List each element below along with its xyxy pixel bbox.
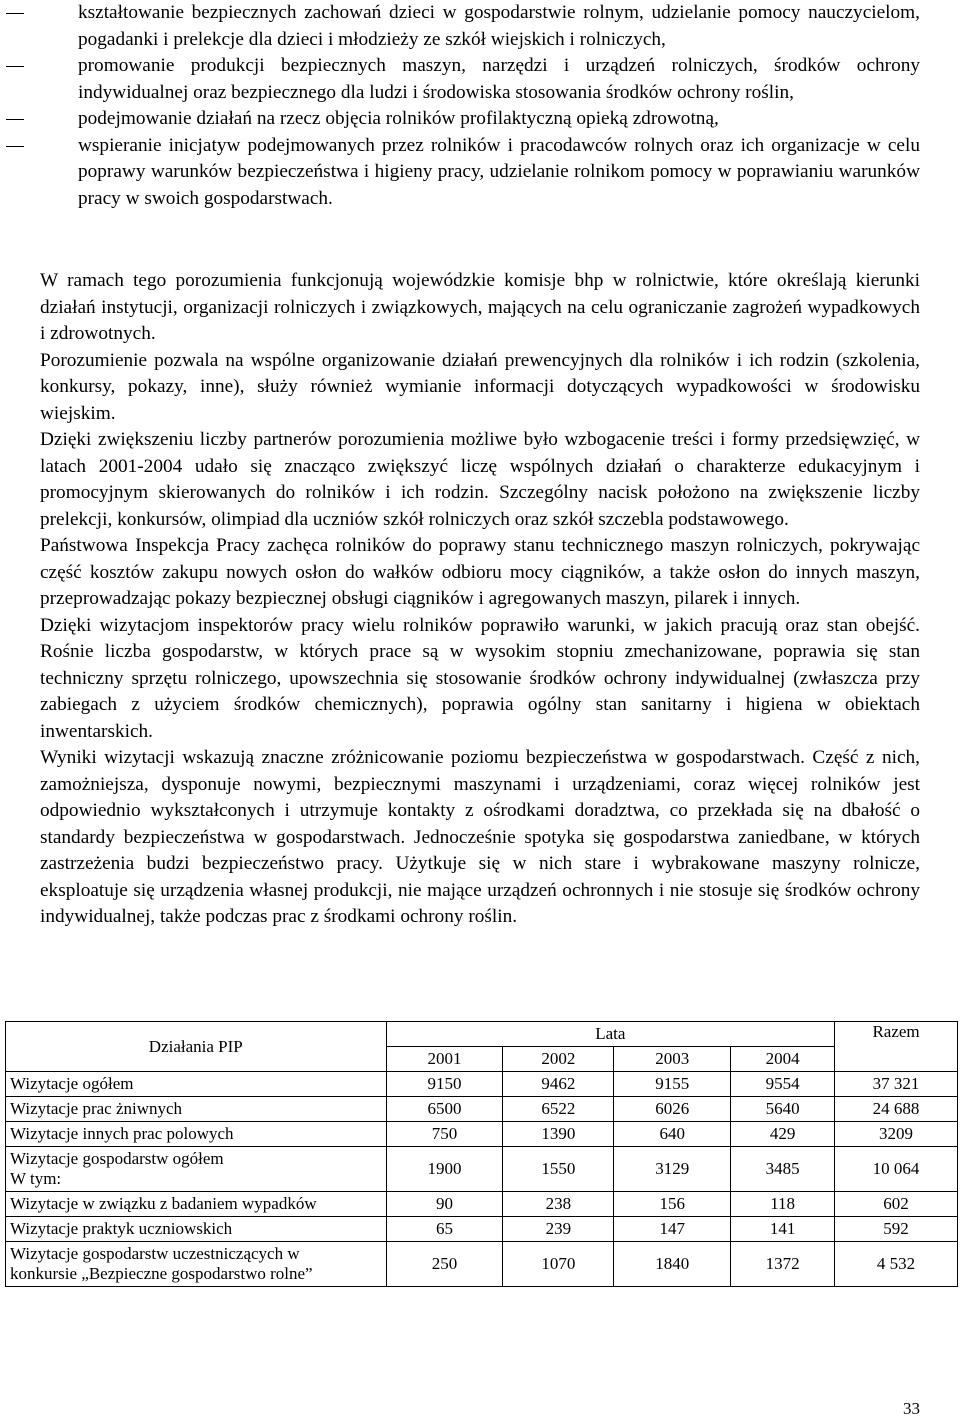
- paragraph: Porozumienie pozwala na wspólne organizowanie działań prewencyjnych dla rolników i ich rodzin (szkolenia, konkursy, pokazy, inne), służy również wymianie informacji dotyczących wypadkowości w środowisku wiejskim.: [40, 349, 920, 424]
- table-row: [6, 1192, 958, 1217]
- cell-value: 1550: [503, 1147, 614, 1192]
- cell-value: 3485: [731, 1147, 835, 1192]
- cell-value: 1070: [503, 1242, 614, 1287]
- table-row: [6, 1217, 958, 1242]
- cell-value: 9150: [386, 1072, 503, 1097]
- cell-value: 1900: [386, 1147, 503, 1192]
- cell-value: 750: [386, 1122, 503, 1147]
- cell-total: 602: [835, 1192, 958, 1217]
- table-header-row: [6, 1022, 958, 1047]
- cell-value: 141: [731, 1217, 835, 1242]
- table-row: [6, 1147, 958, 1192]
- row-label: [6, 1242, 387, 1287]
- cell-value: 6500: [386, 1097, 503, 1122]
- cell-value: 640: [614, 1122, 731, 1147]
- header-year: 2002: [503, 1047, 614, 1072]
- paragraph: Dzięki wizytacjom inspektorów pracy wielu rolników poprawiło warunki, w jakich pracują oraz stan obejść. Rośnie liczba gospodarstw, w których prace są w wysokim stopniu zmechanizowane, poprawia się stan techniczny sprzętu rolniczego, upowszechnia się stosowanie środków ochrony indywidualnej (zwłaszcza przy zabiegach z użyciem środków chemicznych), poprawia ogólny stan sanitarny i higiena w obiektach inwentarskich.: [40, 614, 920, 742]
- cell-value: 239: [503, 1217, 614, 1242]
- cell-value: 5640: [731, 1097, 835, 1122]
- table-row: [6, 1242, 958, 1287]
- pip-activities-table: [5, 1021, 958, 1287]
- cell-value: 6026: [614, 1097, 731, 1122]
- row-label-line: Wizytacje gospodarstw ogółem: [10, 1149, 224, 1168]
- paragraph: Dzięki zwiększeniu liczby partnerów porozumienia możliwe było wzbogacenie treści i formy przedsięwzięć, w latach 2001-2004 udało się znacząco zwiększyć liczę wspólnych działań o charakterze edukacyjnym i promocyjnym skierowanych do rolników i ich rodzin. Szczególny nacisk położono na zwiększenie liczby prelekcji, konkursów, olimpiad dla uczniów szkół rolniczych oraz szkół szczebla podstawowego.: [40, 429, 920, 530]
- cell-total: 37 321: [835, 1072, 958, 1097]
- dash-bullet-icon: [6, 66, 24, 67]
- paragraph: W ramach tego porozumienia funkcjonują wojewódzkie komisje bhp w rolnictwie, które określają kierunki działań instytucji, organizacji rolniczych i związkowych, mających na celu ograniczanie zagrożeń wypadkowych i zdrowotnych.: [40, 270, 920, 344]
- table-row: [6, 1097, 958, 1122]
- cell-total: 3209: [835, 1122, 958, 1147]
- body-text: [40, 268, 920, 931]
- cell-value: 9462: [503, 1072, 614, 1097]
- cell-total: 4 532: [835, 1242, 958, 1287]
- cell-value: 6522: [503, 1097, 614, 1122]
- cell-total: 24 688: [835, 1097, 958, 1122]
- cell-value: 147: [614, 1217, 731, 1242]
- page-number: 33: [903, 1399, 920, 1418]
- cell-total: 10 064: [835, 1147, 958, 1192]
- cell-value: 1372: [731, 1242, 835, 1287]
- list-item: kształtowanie bezpiecznych zachowań dzieci w gospodarstwie rolnym, udzielanie pomocy nauczycielom, pogadanki i prelekcje dla dzieci i młodzieży ze szkół wiejskich i rolniczych,: [6, 0, 920, 53]
- cell-value: 9554: [731, 1072, 835, 1097]
- header-year: 2004: [731, 1047, 835, 1072]
- table-row: [6, 1072, 958, 1097]
- row-label: [6, 1147, 387, 1192]
- dash-bullet-icon: [6, 13, 24, 14]
- row-label-line: Wizytacje gospodarstw uczestniczących w: [10, 1244, 300, 1263]
- row-label: Wizytacje praktyk uczniowskich: [6, 1217, 387, 1242]
- cell-value: 429: [731, 1122, 835, 1147]
- cell-value: 238: [503, 1192, 614, 1217]
- cell-total: 592: [835, 1217, 958, 1242]
- cell-value: 90: [386, 1192, 503, 1217]
- row-label-line: W tym:: [10, 1169, 62, 1188]
- table-row: [6, 1122, 958, 1147]
- dash-bullet-icon: [6, 146, 24, 147]
- row-label-line: konkursie „Bezpieczne gospodarstwo rolne”: [10, 1264, 313, 1283]
- row-label: Wizytacje prac żniwnych: [6, 1097, 387, 1122]
- cell-value: 250: [386, 1242, 503, 1287]
- header-activity: Działania PIP: [6, 1022, 387, 1072]
- list-item: podejmowanie działań na rzecz objęcia rolników profilaktyczną opieką zdrowotną,: [6, 106, 920, 133]
- list-item: wspieranie inicjatyw podejmowanych przez rolników i pracodawców rolnych oraz ich organizacje w celu poprawy warunków bezpieczeństwa i higieny pracy, udzielanie rolnikom pomocy w poprawianiu warunków pracy w swoich gospodarstwach.: [6, 133, 920, 213]
- header-year: 2001: [386, 1047, 503, 1072]
- header-years: Lata: [386, 1022, 835, 1047]
- cell-value: 9155: [614, 1072, 731, 1097]
- cell-value: 3129: [614, 1147, 731, 1192]
- bullet-list: [6, 0, 920, 212]
- row-label: Wizytacje ogółem: [6, 1072, 387, 1097]
- list-item: promowanie produkcji bezpiecznych maszyn, narzędzi i urządzeń rolniczych, środków ochrony indywidualnej oraz bezpiecznego dla ludzi i środowiska stosowania środków ochrony roślin,: [6, 53, 920, 106]
- header-total: Razem: [835, 1022, 958, 1072]
- dash-bullet-icon: [6, 119, 24, 120]
- row-label: Wizytacje innych prac polowych: [6, 1122, 387, 1147]
- cell-value: 1840: [614, 1242, 731, 1287]
- row-label: Wizytacje w związku z badaniem wypadków: [6, 1192, 387, 1217]
- paragraph: Wyniki wizytacji wskazują znaczne zróżnicowanie poziomu bezpieczeństwa w gospodarstwach. Część z nich, zamożniejsza, dysponuje nowymi, bezpiecznymi maszynami i urządzeniami, coraz więcej rolników jest odpowiednio wykształconych i utrzymuje kontakty z ośrodkami doradztwa, co przekłada się na dbałość o standardy bezpieczeństwa w gospodarstwach. Jednocześnie spotyka się gospodarstwa zaniedbane, w których zastrzeżenia budzi bezpieczeństwo pracy. Użytkuje się w nich stare i wybrakowane maszyny rolnicze, eksploatuje się urządzenia własnej produkcji, nie mające urządzeń ochronnych i nie stosuje się środków ochrony indywidualnej, także podczas prac z środkami ochrony roślin.: [40, 747, 920, 927]
- paragraph: Państwowa Inspekcja Pracy zachęca rolników do poprawy stanu technicznego maszyn rolniczych, pokrywając część kosztów zakupu nowych osłon do wałków odbioru mocy ciągników, a także osłon do innych maszyn, przeprowadzając pokazy bezpiecznej obsługi ciągników i agregowanych maszyn, pilarek i innych.: [40, 535, 920, 609]
- cell-value: 65: [386, 1217, 503, 1242]
- cell-value: 1390: [503, 1122, 614, 1147]
- cell-value: 118: [731, 1192, 835, 1217]
- header-year: 2003: [614, 1047, 731, 1072]
- cell-value: 156: [614, 1192, 731, 1217]
